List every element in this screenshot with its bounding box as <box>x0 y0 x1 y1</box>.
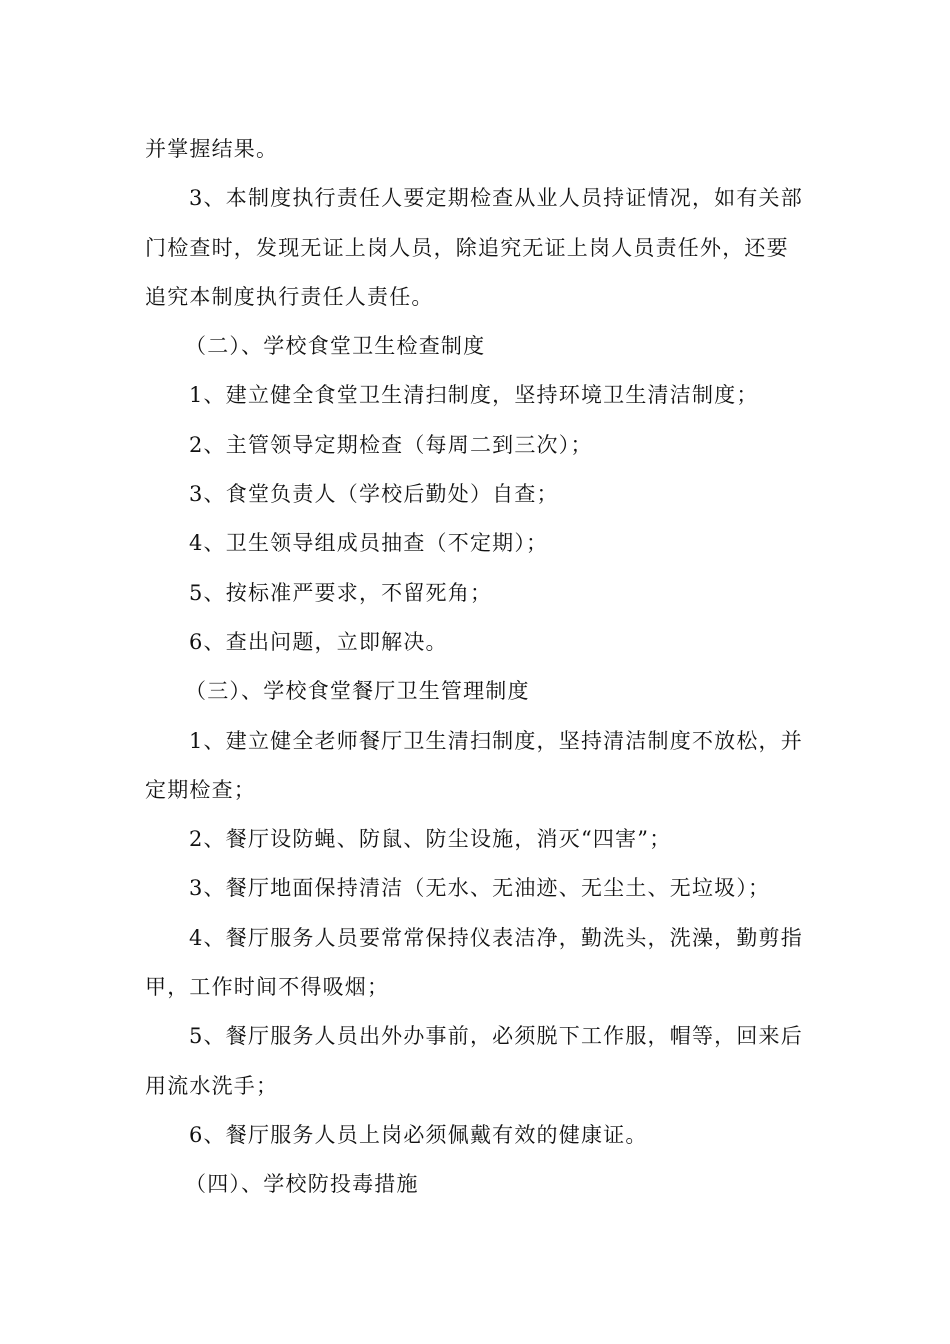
body-text-line: 4、卫生领导组成员抽查（不定期）； <box>189 531 549 556</box>
body-text-line: 6、餐厅服务人员上岗必须佩戴有效的健康证。 <box>189 1122 648 1147</box>
body-text-line: 2、餐厅设防蝇、防鼠、防尘设施，消灭“四害”； <box>189 827 672 852</box>
body-text-line: 门检查时，发现无证上岗人员，除追究无证上岗人员责任外，还要 <box>145 235 789 260</box>
body-text-line: 3、餐厅地面保持清洁（无水、无油迹、无尘土、无垃圾）； <box>189 876 771 901</box>
document-body <box>145 125 810 1210</box>
body-text-line: 甲，工作时间不得吸烟； <box>145 975 390 1000</box>
section-heading: （二）、学校食堂卫生检查制度 <box>185 334 486 359</box>
section-heading: （三）、学校食堂餐厅卫生管理制度 <box>185 679 530 704</box>
body-text-line: 5、按标准严要求，不留死角； <box>189 580 493 605</box>
body-text-line: 1、建立健全食堂卫生清扫制度，坚持环境卫生清洁制度； <box>189 383 759 408</box>
body-text-line: 4、餐厅服务人员要常常保持仪表洁净，勤洗头，洗澡，勤剪指 <box>189 925 803 950</box>
body-text-line: 定期检查； <box>145 777 256 802</box>
body-text-line: 5、餐厅服务人员出外办事前，必须脱下工作服，帽等，回来后 <box>189 1024 803 1049</box>
body-text-line: 1、建立健全老师餐厅卫生清扫制度，坚持清洁制度不放松，并 <box>189 728 803 753</box>
section-heading: （四）、学校防投毒措施 <box>185 1172 419 1197</box>
body-text-line: 并掌握结果。 <box>145 137 279 161</box>
body-text-line: 6、查出问题，立即解决。 <box>189 629 448 654</box>
body-text-line: 3、本制度执行责任人要定期检查从业人员持证情况，如有关部 <box>189 186 803 211</box>
body-text-line: 用流水洗手； <box>145 1073 279 1098</box>
body-text-line: 追究本制度执行责任人责任。 <box>145 284 434 309</box>
body-text-line: 2、主管领导定期检查（每周二到三次）； <box>189 432 593 457</box>
body-text-line: 3、食堂负责人（学校后勤处）自查； <box>189 482 559 507</box>
